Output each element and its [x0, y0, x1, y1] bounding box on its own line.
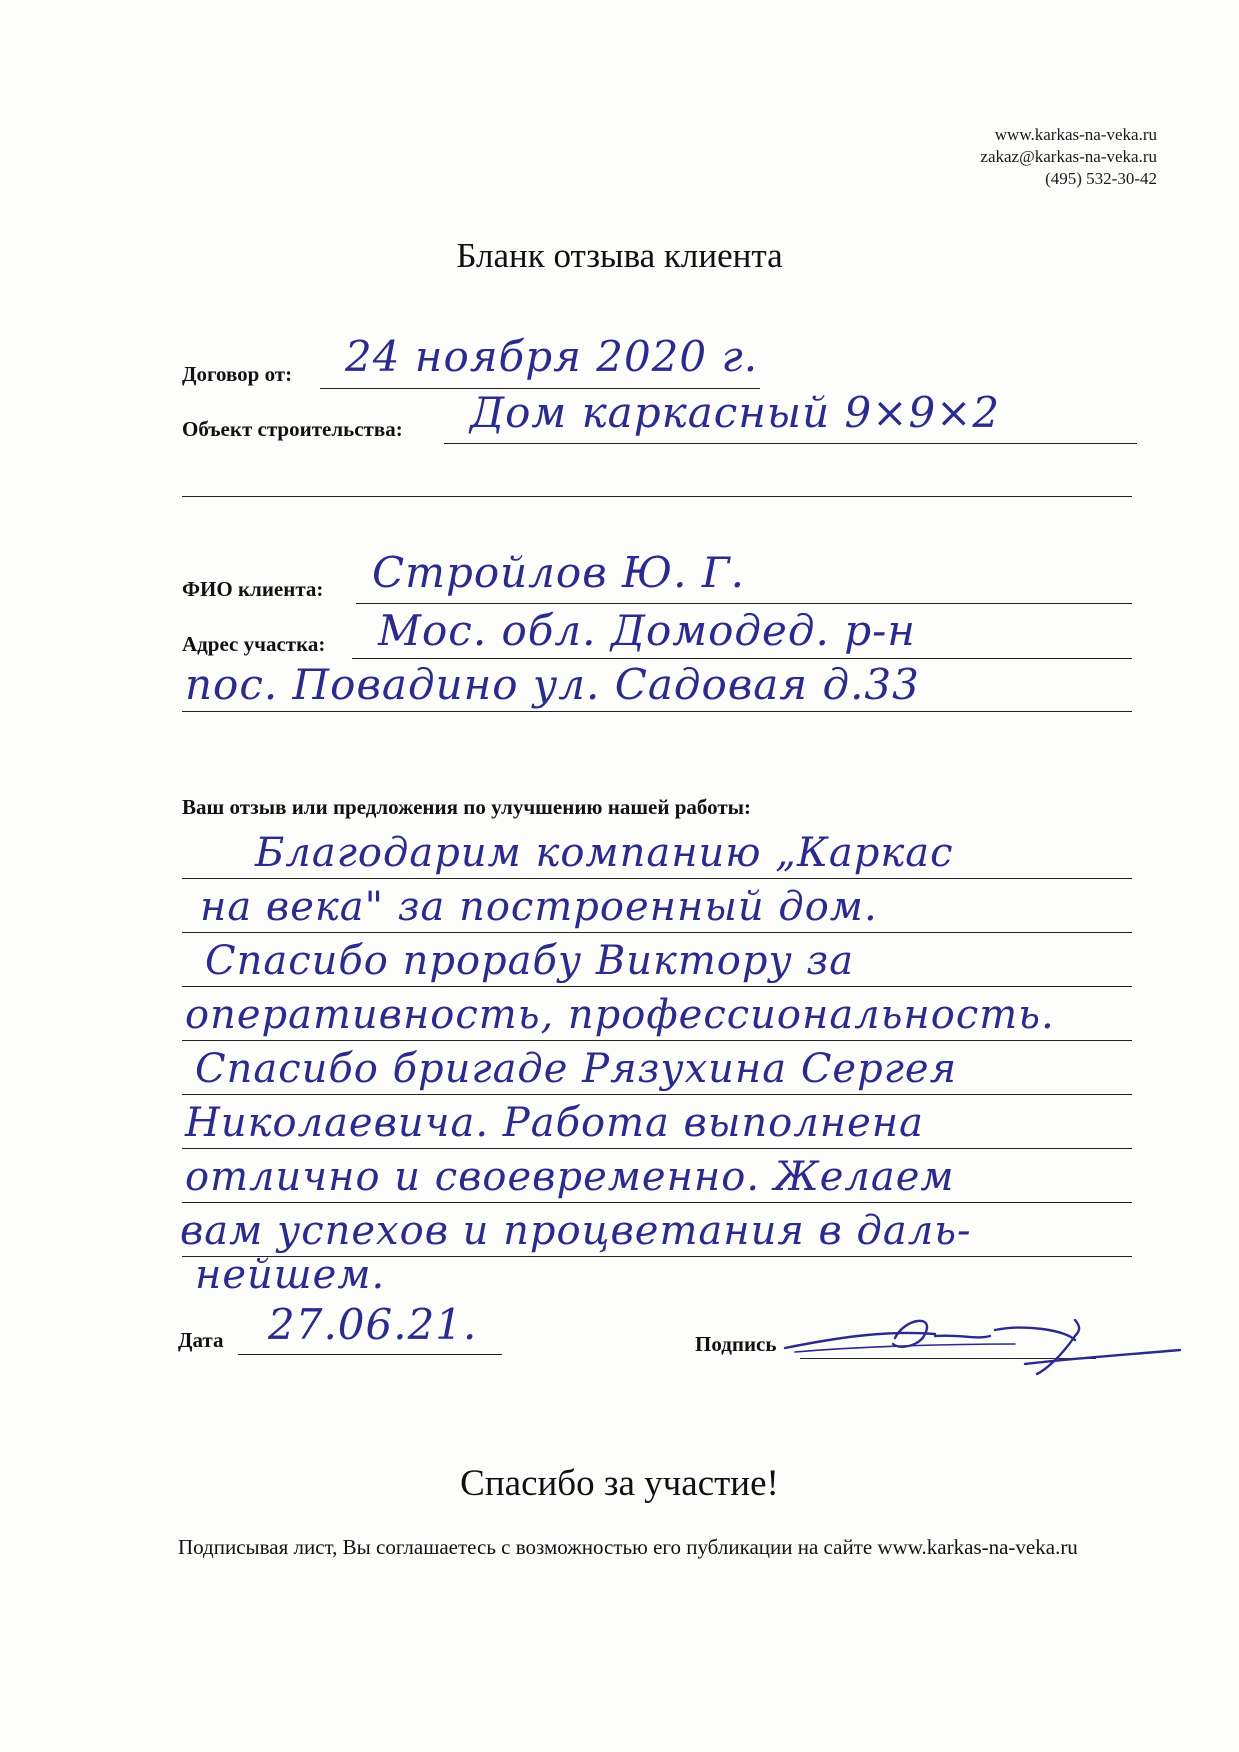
website-link[interactable]: www.karkas-na-veka.ru — [994, 125, 1157, 144]
object-line-extra — [182, 496, 1132, 497]
review-line — [182, 1202, 1132, 1203]
address-line-2 — [182, 711, 1132, 712]
review-text-line[interactable]: отлично и своевременно. Желаем — [185, 1154, 955, 1200]
review-line — [182, 1040, 1132, 1041]
form-title: Бланк отзыва клиента — [456, 236, 783, 275]
signature-label: Подпись — [695, 1332, 777, 1356]
review-line — [182, 878, 1132, 879]
handwritten-signature — [775, 1300, 1195, 1380]
company-contacts — [980, 124, 1157, 190]
address-line-1 — [352, 658, 1132, 659]
review-line — [182, 1148, 1132, 1149]
review-line — [182, 986, 1132, 987]
review-text-line[interactable]: вам успехов и процветания в даль- — [180, 1208, 972, 1254]
review-text-line[interactable]: Спасибо прорабу Виктору за — [205, 938, 855, 984]
address-value-line-1[interactable]: Мос. обл. Домодед. р-н — [378, 606, 916, 655]
object-value[interactable]: Дом каркасный 9×9×2 — [470, 388, 1001, 437]
address-label: Адрес участка: — [182, 632, 326, 656]
phone-number: (495) 532-30-42 — [1045, 169, 1157, 188]
review-label: Ваш отзыв или предложения по улучшению нашей работы: — [182, 795, 752, 819]
contract-date-label: Договор от: — [182, 362, 293, 386]
address-value-line-2[interactable]: пос. Повадино ул. Садовая д.33 — [185, 660, 920, 709]
client-name-value[interactable]: Стройлов Ю. Г. — [372, 548, 745, 597]
contract-date-value[interactable]: 24 ноября 2020 г. — [345, 332, 759, 381]
object-line — [444, 443, 1137, 444]
review-text-line[interactable]: Николаевича. Работа выполнена — [185, 1100, 924, 1146]
review-text-line[interactable]: Спасибо бригаде Рязухина Сергея — [195, 1046, 958, 1092]
review-line — [182, 932, 1132, 933]
review-text-line[interactable]: Благодарим компанию „Каркас — [255, 830, 954, 876]
review-text-line[interactable]: оперативность, профессиональность. — [185, 992, 1055, 1038]
date-value[interactable]: 27.06.21. — [268, 1300, 478, 1349]
review-line — [182, 1094, 1132, 1095]
email-link[interactable]: zakaz@karkas-na-veka.ru — [980, 147, 1157, 166]
client-name-label: ФИО клиента: — [182, 577, 324, 601]
publication-disclaimer: Подписывая лист, Вы соглашаетесь с возможностью его публикации на сайте www.karkas-na-veka.ru — [178, 1535, 1078, 1559]
thanks-message: Спасибо за участие! — [460, 1463, 779, 1504]
object-label: Объект строительства: — [182, 417, 403, 441]
date-label: Дата — [178, 1328, 224, 1352]
review-text-line[interactable]: нейшем. — [195, 1252, 386, 1298]
date-line — [238, 1354, 502, 1355]
review-text-line[interactable]: на века" за построенный дом. — [200, 884, 878, 930]
client-name-line — [356, 603, 1132, 604]
